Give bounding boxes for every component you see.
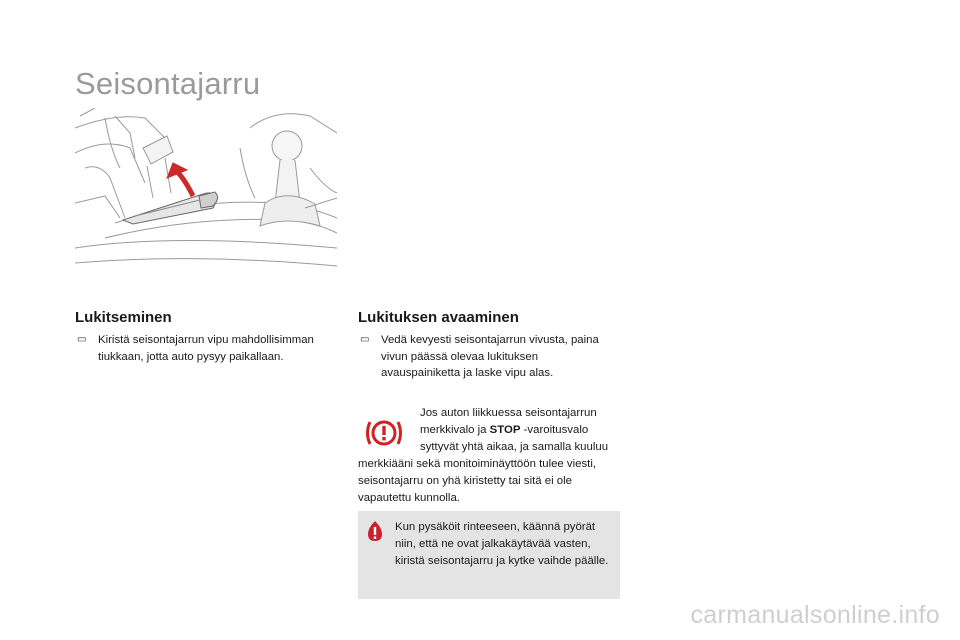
handbrake-illustration xyxy=(75,108,337,270)
locking-instruction xyxy=(75,332,345,365)
warning-text-after: -varoitusvalo syttyvät yhtä aikaa, ja samalla kuuluu merkkiääni sekä monitoiminäyttöön tulee viesti, seisontajarru on yhä kiristetty tai sitä ei ole vapautettu kunnolla. xyxy=(358,424,609,504)
bullet-marker-icon: ▭ xyxy=(360,334,370,345)
bullet-marker-icon: ▭ xyxy=(77,334,87,345)
stop-label: STOP xyxy=(489,424,521,436)
watermark: carmanualsonline.info xyxy=(690,601,940,629)
note-text: Kun pysäköit rinteeseen, käännä pyörät niin, että ne ovat jalkakäytävää vasten, kiristä seisontajarru ja kytke vaihde päälle. xyxy=(395,521,609,567)
unlocking-instruction xyxy=(358,332,618,382)
brake-warning-lamp-icon xyxy=(364,414,404,452)
locking-text: Kiristä seisontajarrun vipu mahdollisimman tiukkaan, jotta auto pysyy paikallaan. xyxy=(98,334,314,363)
unlocking-text: Vedä kevyesti seisontajarrun vivusta, paina vivun päässä olevaa lukituksen avauspainiketta ja laske vipu alas. xyxy=(381,334,599,379)
unlocking-heading: Lukituksen avaaminen xyxy=(358,309,519,326)
brake-warning-note xyxy=(358,405,626,507)
attention-icon xyxy=(367,520,383,542)
locking-heading: Lukitseminen xyxy=(75,309,172,326)
parking-slope-note xyxy=(358,511,620,599)
handbrake-lever-illustration xyxy=(75,108,337,270)
page-title: Seisontajarru xyxy=(75,66,261,101)
warning-text-before: Jos auton liikkuessa seisontajarrun merkkivalo ja xyxy=(420,407,597,436)
